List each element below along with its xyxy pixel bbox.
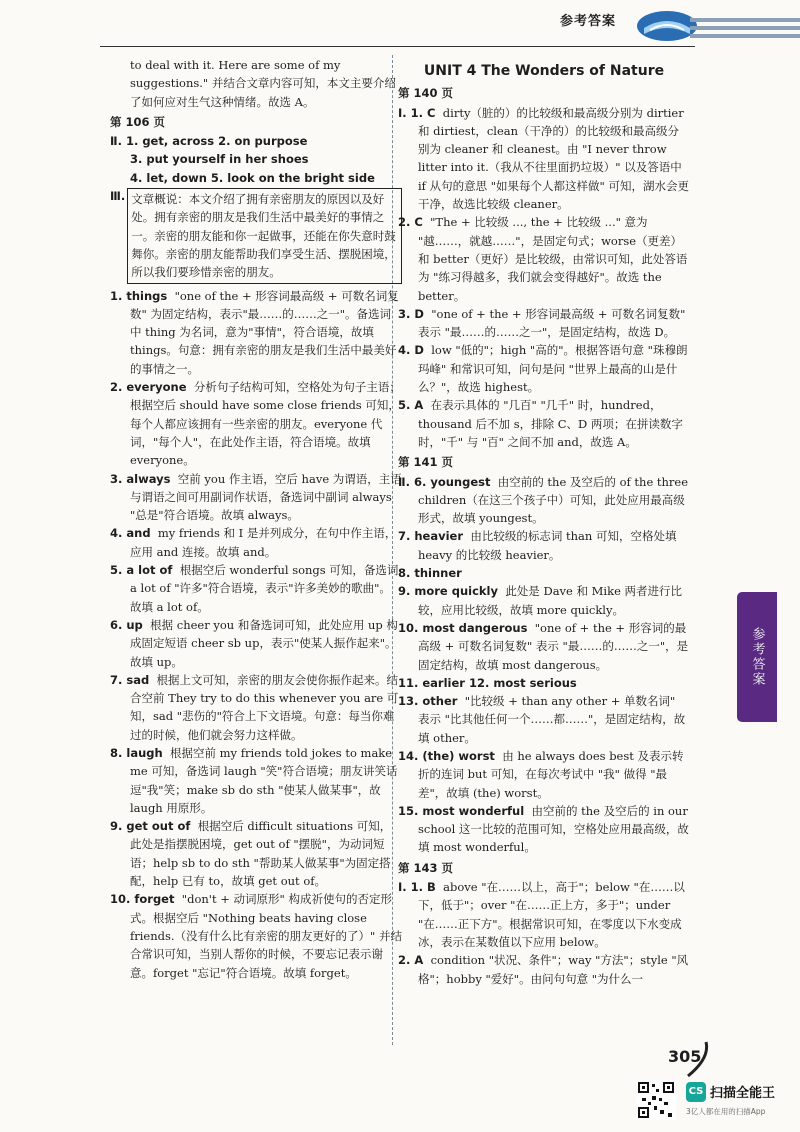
answer-item: 5. A 在表示具体的 "几百" "几千" 时，hundred，thousand 后不加 s，排除 C、D 两项；在拼读数字时，"千" 与 "百" 之间不加 and，故选 A。 — [398, 398, 683, 449]
answer-item: 14. (the) worst 由 he always does best 及表示转折的连词 but 可知，在每次考试中 "我" 做得 "最差"，故填 (the) worst。 — [398, 748, 684, 800]
scanner-brand: 扫描全能王 — [710, 1086, 776, 1101]
answer-item: 3. D "one of + the + 形容词最高级 + 可数名词复数" 表示 "最……的……之一"，是固定结构，故选 D。 — [398, 306, 686, 340]
right-column — [398, 56, 690, 988]
scanner-tagline: 3亿人都在用的扫描App — [686, 1107, 766, 1116]
answer-item: 10. most dangerous "one of + the + 形容词的最高级 + 可数名词复数" 表示 "最……的……之一"，是固定结构，故填 most dangerous。 — [398, 620, 689, 672]
answer-item: 8. thinner — [398, 566, 462, 581]
answer-item: 4. D low "低的"；high "高的"。根据答语句意 "珠穆朗玛峰" 和常识可知，问句是问 "世界上最高的山是什么？"，故选 highest。 — [398, 343, 688, 395]
answer-item: Ⅰ. 1. C dirty（脏的）的比较级和最高级分别为 dirtier 和 dirtiest，clean（干净的）的比较级和最高级分别为 cleaner 和 cleanest。由 "I never throw litter into it.（我从不往里面扔垃圾）" 以及答语中 if 从句的意思 "如果每个人都这样做" 可知，湖水会更干净，故选比较级 cleaner。 — [398, 105, 689, 212]
answer-item: 3. always 空前 you 作主语，空后 have 为谓语，主语与谓语之间可用副词作状语，备选词中副词 always "总是"符合语境。故填 always。 — [110, 471, 402, 523]
qr-code-icon — [636, 1080, 676, 1120]
answer-item: 13. other "比较级 + than any other + 单数名词" 表示 "比其他任何一个……都……"，是固定结构，故填 other。 — [398, 694, 686, 745]
page-number: 305 — [668, 1047, 702, 1066]
answer-item: 9. more quickly 此处是 Dave 和 Mike 两者进行比较，应用比较级，故填 more quickly。 — [398, 584, 683, 617]
section-page-140: 第 140 页 — [398, 86, 454, 101]
summary-box — [127, 188, 402, 283]
answer-item: 2. A condition "状况、条件"；way "方法"；style "风格"；hobby "爱好"。由问句句意 "为什么一 — [398, 953, 689, 986]
answer-item: 7. heavier 由比较级的标志词 than 可知，空格处填 heavy 的比较级 heavier。 — [398, 529, 677, 562]
answer-item: 1. things "one of the + 形容词最高级 + 可数名词复数" 为固定结构，表示"最……的……之一"。备选词中 thing 为名词，意为"事情"，符合语境，故填 things。句意：拥有亲密的朋友是我们生活中最美好的事情之一。 — [110, 288, 399, 376]
header-rule — [100, 46, 695, 47]
answer-line: Ⅱ. 1. get, across 2. on purpose — [110, 134, 308, 149]
section-page-141: 第 141 页 — [398, 455, 454, 470]
answer-item: Ⅰ. 1. B above "在……以上，高于"；below "在……以下，低于"；over "在……正上方，多于"；under "在……正下方"。根据常识可知，在零度以下水变成冰，表示在某数值以下应用 below。 — [398, 880, 685, 949]
section-iii-label: Ⅲ. — [110, 189, 126, 204]
header-label: 参考答案 — [560, 14, 617, 29]
answer-item: 8. laugh 根据空前 my friends told jokes to make me 可知，备选词 laugh "笑"符合语境；朋友讲笑话逗"我"笑；make sb do sth "使某人做某事"，故 laugh 用原形。 — [110, 745, 398, 815]
answer-item: 4. and my friends 和 I 是并列成分，在句中作主语，应用 and 连接。故填 and。 — [110, 526, 397, 559]
section-page-143: 第 143 页 — [398, 860, 454, 875]
answer-item: 15. most wonderful 由空前的 the 及空后的 in our school 这一比较的范围可知，空格处应用最高级，故填 most wonderful。 — [398, 803, 689, 855]
continued-text: to deal with it. Here are some of my suggestions." 并结合文章内容可知，本文主要介绍了如何应对生气这种情绪。故选 A。 — [130, 58, 396, 109]
summary-text: 文章概说：本文介绍了拥有亲密朋友的原因以及好处。拥有亲密的朋友是我们生活中最美好的事情之一。亲密的朋友能和你一起做事，还能在你失意时鼓舞你。亲密的朋友能帮助我们享受生活、摆脱困境，所以我们要珍惜亲密的朋友。 — [131, 192, 396, 280]
answer-item: 2. C "The + 比较级 ..., the + 比较级 ..." 意为 "越……，就越……"，是固定句式；worse（更差）和 better（更好）是比较级，由常识可知，此处答语为 "练习得越多，我们就会变得越好"。故选 the better。 — [398, 215, 688, 303]
unit-title: UNIT 4 The Wonders of Nature — [423, 63, 665, 79]
answer-item: 6. up 根据 cheer you 和备选词可知，此处应用 up 构成固定短语 cheer sb up，表示"使某人振作起来"。故填 up。 — [110, 617, 398, 669]
answer-item: 7. sad 根据上文可知，亲密的朋友会使你振作起来。结合空前 They try to do this whenever you are 可知，sad "悲伤的"符合上下文语境。句意：每当你难过的时候，他们就会努力这样做。 — [110, 672, 399, 742]
answer-item: 9. get out of 根据空后 difficult situations 可知，此处是指摆脱困境，get out of "摆脱"，为动词短语；help sb to do sth "帮助某人做某事"为固定搭配，help 已有 to，故填 get out of。 — [110, 819, 392, 889]
answer-line: 3. put yourself in her shoes — [130, 152, 309, 167]
side-tab: 参考答案 — [737, 592, 777, 722]
summary-row — [110, 187, 402, 286]
answer-item: 10. forget "don't + 动词原形" 构成祈使句的否定形式。根据空后 "Nothing beats having close friends.（没有什么比有亲密的朋友更好的了）" 并结合常识可知，当别人帮你的时候，不要忘记表示谢意。forget "忘记"符合语境。故填 forget。 — [110, 892, 403, 980]
left-column — [110, 56, 402, 982]
answer-item: 2. everyone 分析句子结构可知，空格处为句子主语；根据空后 should have some close friends 可知，每个人都应该拥有一些亲密的朋友。everyone 代词，"每个人"，在此处作主语，符合语境。故填 everyone。 — [110, 380, 401, 468]
answer-line: 4. let, down 5. look on the bright side — [130, 170, 375, 185]
section-page-106: 第 106 页 — [110, 114, 166, 129]
answer-item: Ⅱ. 6. youngest 由空前的 the 及空后的 of the three children（在这三个孩子中）可知，此处应用最高级形式，故填 youngest。 — [398, 474, 689, 526]
answer-item: 11. earlier 12. most serious — [398, 675, 577, 690]
answer-item: 5. a lot of 根据空后 wonderful songs 可知，备选词 a lot of "许多"符合语境，表示"许多美妙的歌曲"。故填 a lot of。 — [110, 563, 399, 614]
header-stripes-icon — [690, 14, 800, 44]
scanner-logo-icon: CS — [686, 1082, 706, 1102]
